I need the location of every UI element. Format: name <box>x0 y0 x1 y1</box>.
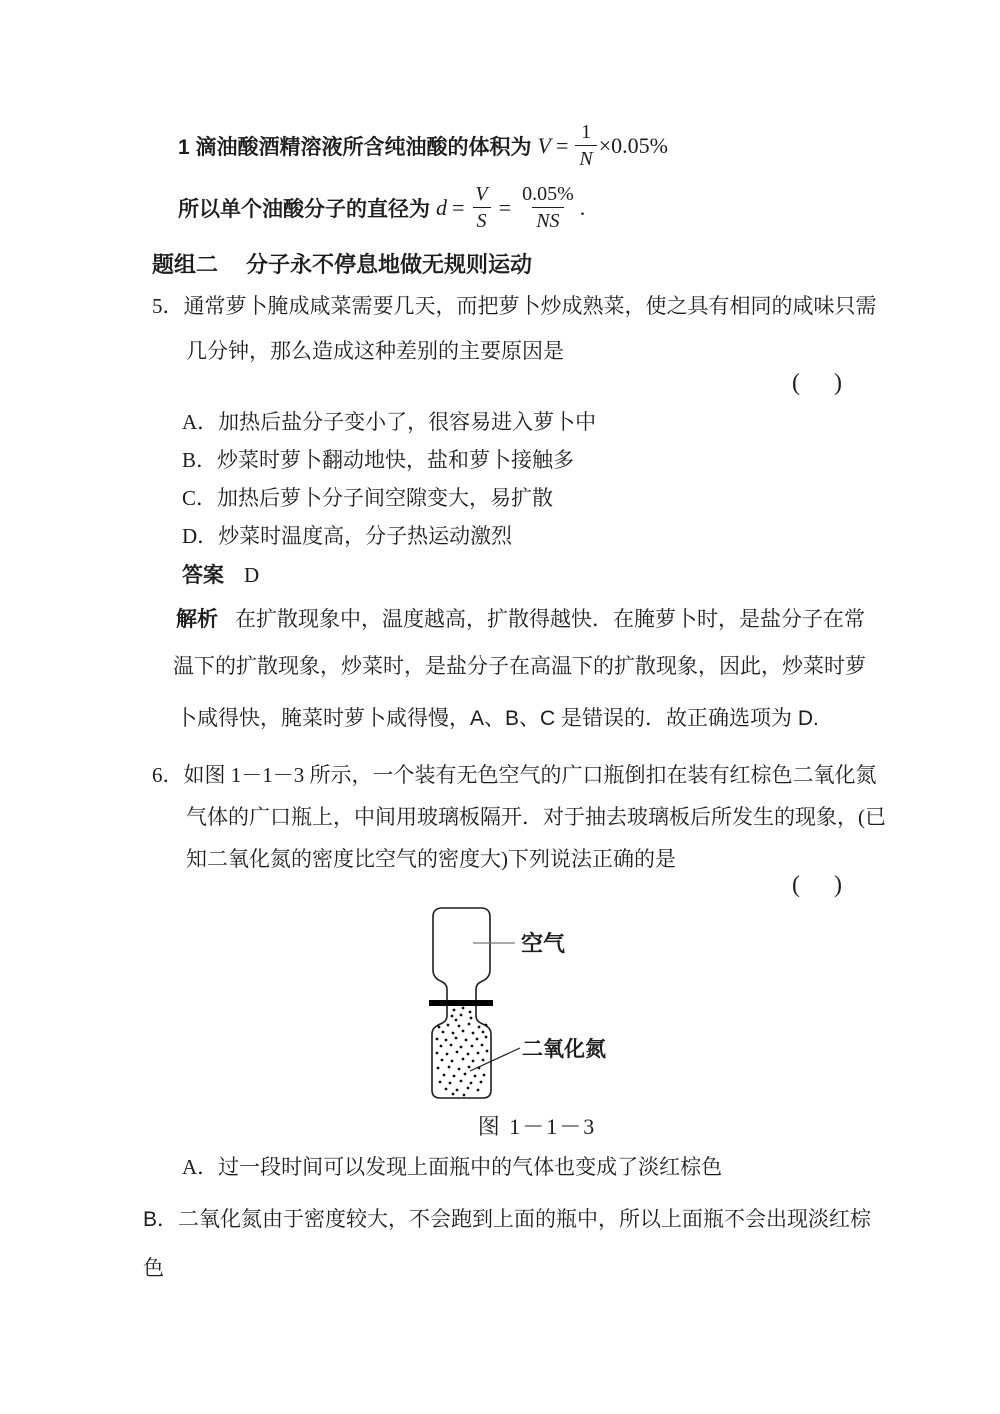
upper-bottle <box>433 908 490 1000</box>
formula-line-1 <box>178 122 668 169</box>
equals-sign: = <box>498 194 512 220</box>
paren-close: ) <box>834 872 842 898</box>
q6-option-b-line-1: B．二氧化氮由于密度较大，不会跑到上面的瓶中，所以上面瓶不会出现淡红棕 <box>143 1208 872 1231</box>
air-label: 空气 <box>521 931 566 956</box>
equals-sign: = <box>555 132 569 158</box>
section-heading <box>152 252 532 278</box>
q5-line-2: 几分钟，那么造成这种差别的主要原因是 <box>186 339 564 363</box>
q5-option-c: C．加热后萝卜分子间空隙变大，易扩散 <box>182 486 554 510</box>
fraction-denominator: S <box>473 207 491 231</box>
section-label: 题组二 <box>152 252 219 277</box>
figure-1-1-3 <box>425 900 620 1105</box>
equals-sign: = <box>452 194 465 220</box>
q5-analysis-line-3: 卜咸得快，腌菜时萝卜咸得慢，A、B、C 是错误的．故正确选项为 D. <box>176 707 819 730</box>
q5-option-b: B．炒菜时萝卜翻动地快，盐和萝卜接触多 <box>182 448 575 472</box>
paren-open: ( <box>792 872 800 898</box>
q5-option-a: A．加热后盐分子变小了，很容易进入萝卜中 <box>182 410 597 434</box>
fraction-denominator: N <box>575 145 596 169</box>
q5-option-d: D．炒菜时温度高，分子热运动激烈 <box>182 524 513 548</box>
glass-plate <box>429 1000 493 1006</box>
answer-value: D <box>244 563 260 587</box>
q5-answer-row <box>182 562 259 589</box>
answer-label: 答案 <box>182 564 224 587</box>
no2-label: 二氧化氮 <box>522 1037 606 1061</box>
q6-answer-parens <box>792 872 842 899</box>
fraction-v-over-s <box>471 184 491 231</box>
analysis-label: 解析 <box>176 608 218 631</box>
fraction-denominator: NS <box>532 207 563 231</box>
formula-line-2-text: 所以单个油酸分子的直径为 <box>178 197 430 221</box>
formula-period: . <box>579 194 586 220</box>
gas-dots <box>436 1007 489 1097</box>
paren-close: ) <box>834 370 842 396</box>
q6-option-a: A．过一段时间可以发现上面瓶中的气体也变成了淡红棕色 <box>182 1155 723 1179</box>
q6-line-1: 6．如图 1－1－3 所示，一个装有无色空气的广口瓶倒扣在装有红棕色二氧化氮 <box>152 763 877 787</box>
figure-caption: 图 1－1－3 <box>477 1114 597 1139</box>
fraction-numerator: V <box>475 183 488 205</box>
formula-var-d: d <box>436 194 447 220</box>
q5-analysis-line-1 <box>176 607 865 633</box>
q6-option-b-line-2: 色 <box>143 1257 164 1280</box>
q6-line-2: 气体的广口瓶上，中间用玻璃板隔开．对于抽去玻璃板后所发生的现象，(已 <box>186 805 886 829</box>
formula-suffix: ×0.05% <box>598 132 668 158</box>
formula-var-v: V <box>537 132 551 158</box>
formula-line-1-text: 1 滴油酸酒精溶液所含纯油酸的体积为 <box>178 135 532 159</box>
fraction-percent-over-ns <box>518 184 578 231</box>
fraction-numerator: 1 <box>581 121 592 143</box>
q5-answer-parens <box>792 370 842 397</box>
q6-line-3: 知二氧化氮的密度比空气的密度大)下列说法正确的是 <box>186 847 676 871</box>
formula-line-2 <box>178 184 585 231</box>
no2-label-line <box>470 1048 520 1071</box>
lower-bottle <box>432 1006 491 1098</box>
fraction-numerator: 0.05% <box>522 183 574 205</box>
q5-analysis-line-2: 温下的扩散现象，炒菜时，是盐分子在高温下的扩散现象，因此，炒菜时萝 <box>173 655 866 678</box>
q5-line-1: 5．通常萝卜腌成咸菜需要几天，而把萝卜炒成熟菜，使之具有相同的咸味只需 <box>152 294 877 318</box>
analysis-text: 在扩散现象中，温度越高，扩散得越快．在腌萝卜时，是盐分子在常 <box>235 608 865 631</box>
section-title: 分子永不停息地做无规则运动 <box>246 252 533 277</box>
fraction-1-over-n <box>575 122 596 169</box>
paren-open: ( <box>792 370 800 396</box>
